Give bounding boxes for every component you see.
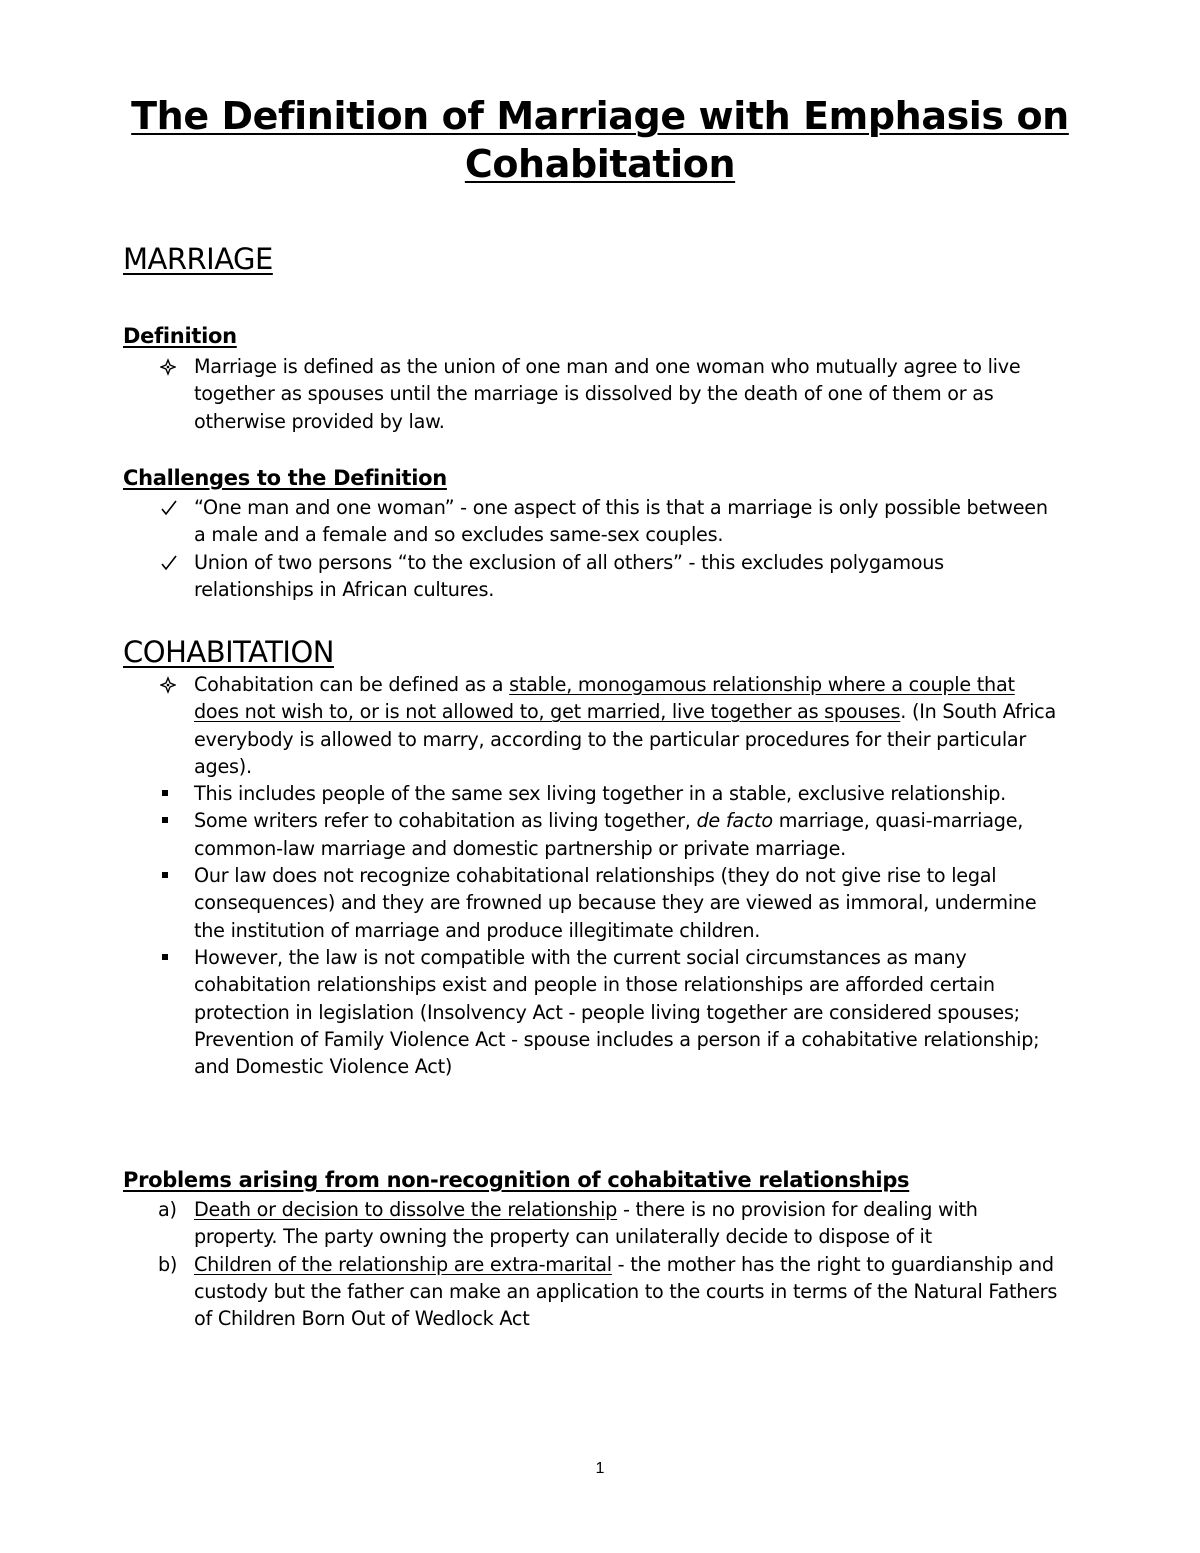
list-item [0, 780, 1200, 807]
list-item [0, 549, 1200, 604]
cohabitation-point-text: However, the law is not compatible with the current social circumstances as many cohabitation relationships exist and people in those relationships are afforded certain protection in legislation (Insolvency Act - people living together are considered spouses; Prevention of Family Violence Act - spouse includes a person if a cohabitative relationship; and Domestic Violence Act) [194, 945, 1040, 1079]
list-item [0, 494, 1200, 549]
list-item [0, 671, 1200, 780]
cohabitation-list [0, 671, 1200, 1080]
problem-text: Children of the relationship are extra-marital - the mother has the right to guardianship and custody but the father can make an application to the courts in terms of the Natural Fathers of Children Born Out of Wedlock Act [194, 1252, 1058, 1331]
square-bullet-icon [160, 807, 184, 834]
marriage-heading: MARRIAGE [123, 242, 273, 276]
four-point-star-icon [160, 353, 184, 380]
problem-text: Death or decision to dissolve the relationship - there is no provision for dealing with property. The party owning the property can unilaterally decide to dispose of it [194, 1198, 978, 1249]
list-item [0, 1251, 1200, 1333]
cohabitation-point-text: This includes people of the same sex living together in a stable, exclusive relationship. [194, 782, 1007, 806]
list-item [0, 807, 1200, 862]
list-item [0, 944, 1200, 1080]
challenge-text: Union of two persons “to the exclusion of all others” - this excludes polygamous relationships in African cultures. [194, 550, 944, 601]
list-label: b) [158, 1252, 178, 1276]
challenge-text: “One man and one woman” - one aspect of this is that a marriage is only possible between a male and a female and so excludes same-sex couples. [194, 496, 1048, 547]
definition-list [0, 353, 1200, 435]
problems-heading: Problems arising from non-recognition of cohabitative relationships [123, 1168, 910, 1192]
cohabitation-heading: COHABITATION [123, 635, 335, 669]
page-number: 1 [595, 1460, 605, 1477]
definition-text: Marriage is defined as the union of one man and one woman who mutually agree to live together as spouses until the marriage is dissolved by the death of one of them or as otherwise provided by law. [194, 355, 1021, 433]
cohabitation-point-text: Our law does not recognize cohabitational relationships (they do not give rise to legal consequences) and they are frowned up because they are viewed as immoral, undermine the institution of marriage and produce illegitimate children. [194, 864, 1037, 942]
checkmark-icon [160, 494, 184, 521]
cohabitation-point-text: Some writers refer to cohabitation as living together, de facto marriage, quasi-marriage, common-law marriage and domestic partnership or private marriage. [194, 809, 1024, 860]
square-bullet-icon [160, 944, 184, 971]
cohabitation-definition-underlined: stable, monogamous relationship where a couple that does not wish to, or is not allowed to, get married, live together as spouses [194, 673, 1015, 724]
four-point-star-icon [160, 671, 184, 698]
challenges-list [0, 494, 1200, 603]
document-title: The Definition of Marriage with Emphasis on Cohabitation [131, 94, 1069, 186]
challenges-heading: Challenges to the Definition [123, 466, 447, 490]
italic-term: de facto [696, 809, 773, 833]
square-bullet-icon [160, 862, 184, 889]
list-item [0, 1196, 1200, 1251]
list-item [0, 353, 1200, 435]
list-item [0, 862, 1200, 944]
problem-title: Children of the relationship are extra-marital [194, 1252, 612, 1276]
checkmark-icon [160, 549, 184, 576]
definition-heading: Definition [123, 324, 237, 348]
problem-title: Death or decision to dissolve the relationship [194, 1198, 618, 1221]
cohabitation-intro-text: Cohabitation can be defined as a stable, monogamous relationship where a couple that does not wish to, or is not allowed to, get married, live together as spouses. (In South Africa everybody is allowed to marry, according to the particular procedures for their particular ages). [194, 673, 1056, 778]
problems-list [0, 1196, 1200, 1332]
square-bullet-icon [160, 780, 184, 807]
list-label: a) [158, 1198, 177, 1221]
